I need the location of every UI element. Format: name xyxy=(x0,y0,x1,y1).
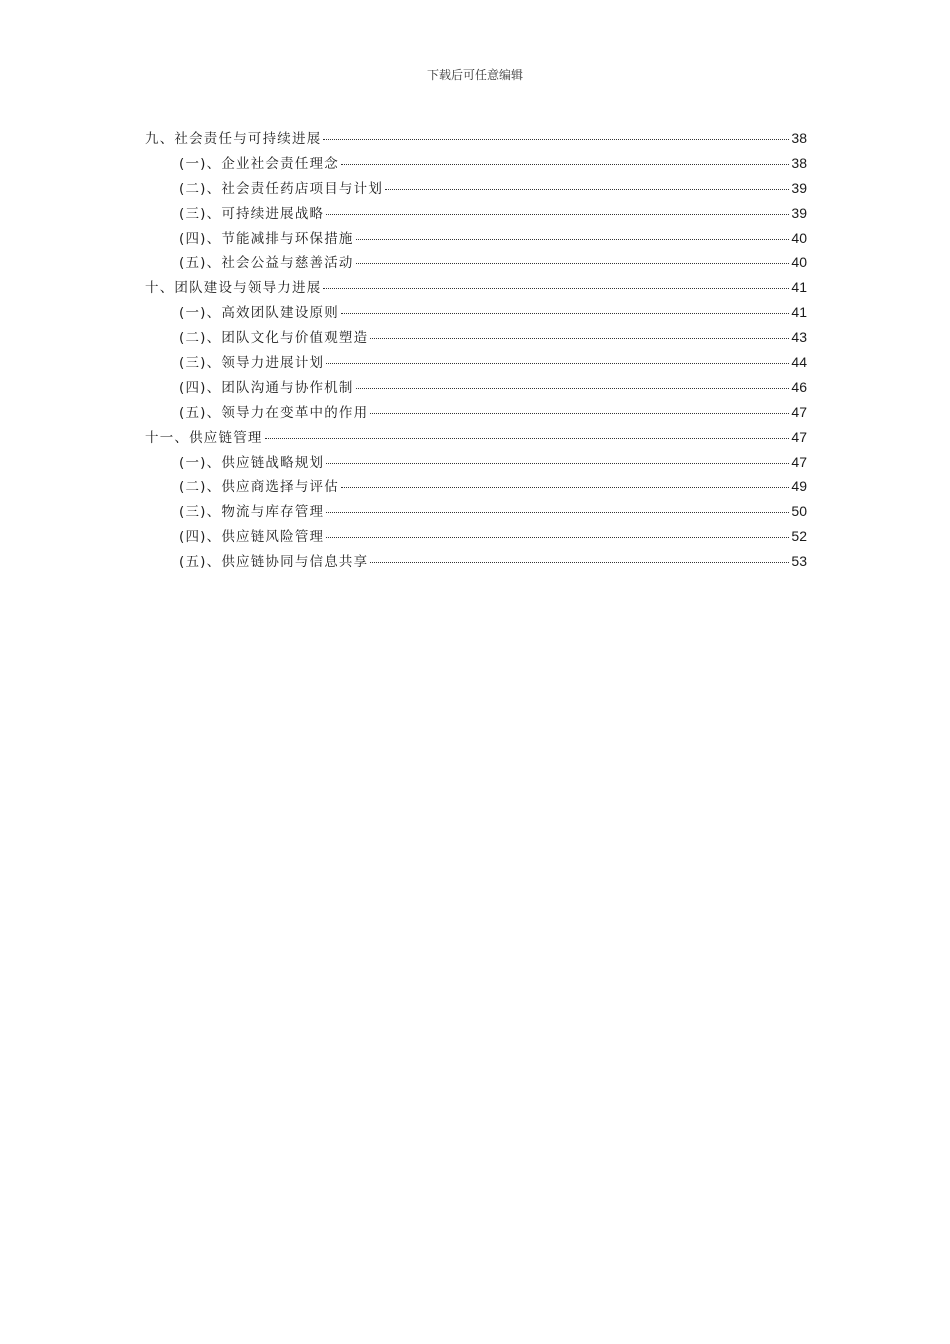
toc-page-number: 41 xyxy=(791,304,807,321)
toc-page-number: 40 xyxy=(791,229,807,246)
toc-page-number: 40 xyxy=(791,254,807,271)
toc-entry-title: (一)、企业社会责任理念 xyxy=(179,155,339,172)
toc-dot-leader xyxy=(341,313,789,314)
toc-dot-leader xyxy=(370,338,789,339)
toc-page-number: 47 xyxy=(791,453,807,470)
toc-dot-leader xyxy=(370,562,789,563)
toc-page-number: 39 xyxy=(791,204,807,221)
toc-section-entry[interactable] xyxy=(145,451,807,476)
toc-entry-title: (一)、供应链战略规划 xyxy=(179,454,325,471)
toc-page-number: 41 xyxy=(791,279,807,296)
page-header: 下载后可任意编辑 xyxy=(426,68,523,82)
toc-section-entry[interactable] xyxy=(145,202,807,227)
toc-section-entry[interactable] xyxy=(145,326,807,351)
toc-dot-leader xyxy=(385,189,789,190)
toc-entry-title: (二)、供应商选择与评估 xyxy=(179,479,339,496)
toc-entry-title: 九、社会责任与可持续进展 xyxy=(145,131,322,147)
toc-dot-leader xyxy=(326,463,789,464)
toc-entry-title: (三)、物流与库存管理 xyxy=(179,504,325,521)
toc-entry-title: (五)、供应链协同与信息共享 xyxy=(179,554,369,571)
toc-section-entry[interactable] xyxy=(145,500,807,525)
toc-entry-title: (三)、可持续进展战略 xyxy=(179,205,325,222)
toc-entry-title: (五)、领导力在变革中的作用 xyxy=(179,404,369,421)
toc-page-number: 38 xyxy=(791,154,807,171)
table-of-contents xyxy=(145,127,807,575)
toc-page-number: 38 xyxy=(791,130,807,146)
toc-chapter-entry[interactable] xyxy=(145,426,807,451)
toc-section-entry[interactable] xyxy=(145,376,807,401)
toc-section-entry[interactable] xyxy=(145,475,807,500)
toc-dot-leader xyxy=(323,139,789,140)
toc-section-entry[interactable] xyxy=(145,525,807,550)
toc-dot-leader xyxy=(326,214,789,215)
toc-page-number: 46 xyxy=(791,378,807,395)
toc-entry-title: (四)、团队沟通与协作机制 xyxy=(179,379,354,396)
toc-chapter-entry[interactable] xyxy=(145,276,807,301)
toc-entry-title: (二)、社会责任药店项目与计划 xyxy=(179,180,384,197)
toc-section-entry[interactable] xyxy=(145,351,807,376)
toc-entry-title: (二)、团队文化与价值观塑造 xyxy=(179,330,369,347)
toc-page-number: 43 xyxy=(791,329,807,346)
toc-page-number: 53 xyxy=(791,553,807,570)
toc-entry-title: (四)、供应链风险管理 xyxy=(179,529,325,546)
toc-dot-leader xyxy=(356,388,790,389)
toc-entry-title: (四)、节能减排与环保措施 xyxy=(179,230,354,247)
toc-entry-title: (五)、社会公益与慈善活动 xyxy=(179,255,354,272)
toc-dot-leader xyxy=(341,487,789,488)
toc-dot-leader xyxy=(370,413,789,414)
toc-section-entry[interactable] xyxy=(145,301,807,326)
toc-section-entry[interactable] xyxy=(145,251,807,276)
toc-dot-leader xyxy=(356,239,790,240)
toc-dot-leader xyxy=(323,288,789,289)
toc-entry-title: (一)、高效团队建设原则 xyxy=(179,305,339,322)
toc-section-entry[interactable] xyxy=(145,152,807,177)
toc-chapter-entry[interactable] xyxy=(145,127,807,152)
toc-dot-leader xyxy=(326,537,789,538)
toc-page-number: 47 xyxy=(791,428,807,445)
toc-section-entry[interactable] xyxy=(145,401,807,426)
toc-dot-leader xyxy=(356,263,790,264)
toc-dot-leader xyxy=(326,363,789,364)
toc-dot-leader xyxy=(341,164,789,165)
toc-page-number: 39 xyxy=(791,179,807,196)
toc-page-number: 47 xyxy=(791,403,807,420)
toc-entry-title: (三)、领导力进展计划 xyxy=(179,355,325,372)
toc-section-entry[interactable] xyxy=(145,550,807,575)
toc-entry-title: 十一、供应链管理 xyxy=(145,429,263,446)
toc-dot-leader xyxy=(265,438,790,439)
toc-section-entry[interactable] xyxy=(145,177,807,202)
toc-page-number: 52 xyxy=(791,528,807,545)
toc-section-entry[interactable] xyxy=(145,227,807,252)
toc-page-number: 44 xyxy=(791,354,807,371)
toc-dot-leader xyxy=(326,512,789,513)
toc-page-number: 50 xyxy=(791,503,807,520)
toc-page-number: 49 xyxy=(791,478,807,495)
toc-entry-title: 十、团队建设与领导力进展 xyxy=(145,280,322,297)
